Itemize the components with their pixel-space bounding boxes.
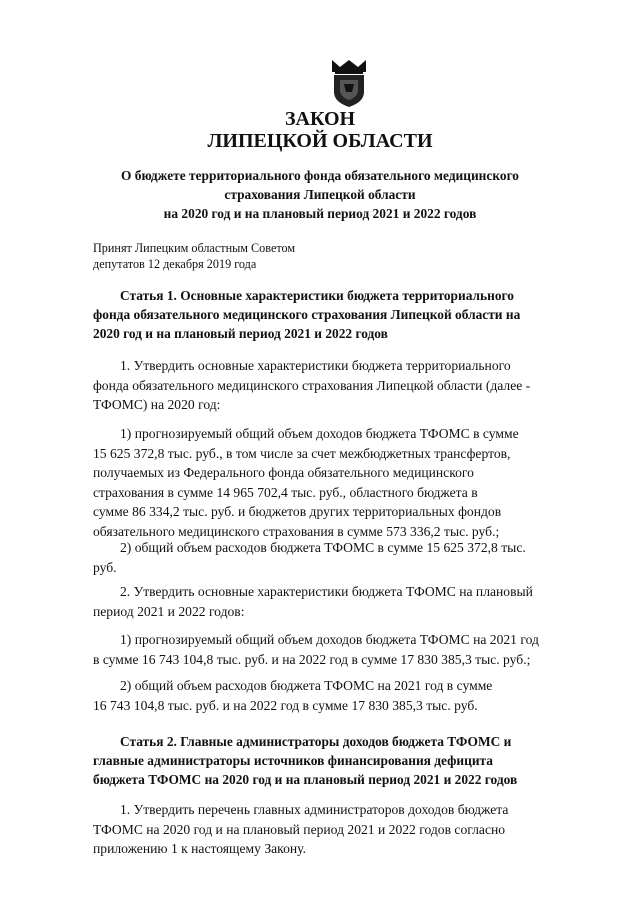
law-subtitle: О бюджете территориального фонда обязательного медицинского страхования Липецкой области на 2020 год и на плановый период 2021 и 2022 годов (120, 168, 520, 221)
article-1-heading: Статья 1. Основные характеристики бюджета территориального фонда обязательного медицинского страхования Липецкой области на 2020 год и на плановый период 2021 и 2022 годов (93, 288, 521, 341)
article-1-paragraph-1: 1. Утвердить основные характеристики бюджета территориального фонда обязательного медицинского страхования Липецкой области (далее - ТФОМС) на 2020 год: (93, 358, 531, 412)
article-1-plan-item-1: 1) прогнозируемый общий объем доходов бюджета ТФОМС на 2021 год в сумме 16 743 104,8 тыс. руб. и на 2022 год в сумме 17 830 385,3 тыс. руб.; (93, 632, 539, 667)
adoption-note: Принят Липецким областным Советом депутатов 12 декабря 2019 года (93, 241, 296, 271)
article-1-plan-item-2: 2) общий объем расходов бюджета ТФОМС на 2021 год в сумме 16 743 104,8 тыс. руб. и на 2022 год в сумме 17 830 385,3 тыс. руб. (93, 678, 493, 713)
article-2-heading: Статья 2. Главные администраторы доходов бюджета ТФОМС и главные администраторы источников финансирования дефицита бюджета ТФОМС на 2020 год и на плановый период 2021 и 2022 годов (93, 734, 518, 787)
law-title: ЗАКОН (284, 108, 356, 130)
law-region: ЛИПЕЦКОЙ ОБЛАСТИ (207, 130, 433, 152)
coat-of-arms-icon (326, 58, 372, 108)
article-2-paragraph-1: 1. Утвердить перечень главных администраторов доходов бюджета ТФОМС на 2020 год и на плановый период 2021 и 2022 годов согласно приложению 1 к настоящему Закону. (93, 802, 509, 856)
article-1-item-2: 2) общий объем расходов бюджета ТФОМС в сумме 15 625 372,8 тыс. руб. (93, 540, 526, 575)
article-1-item-1: 1) прогнозируемый общий объем доходов бюджета ТФОМС в сумме 15 625 372,8 тыс. руб., в том числе за счет межбюджетных трансфертов, получаемых из Федерального фонда обязательного медицинского страхования в сумме 14 965 702,4 тыс. руб., областного бюджета в сумме 86 334,2 тыс. руб. и бюджетов других территориальных фондов обязательного медицинского страхования в сумме 573 336,2 тыс. руб.; (93, 426, 519, 539)
article-1-paragraph-2: 2. Утвердить основные характеристики бюджета ТФОМС на плановый период 2021 и 2022 годов: (93, 584, 533, 619)
